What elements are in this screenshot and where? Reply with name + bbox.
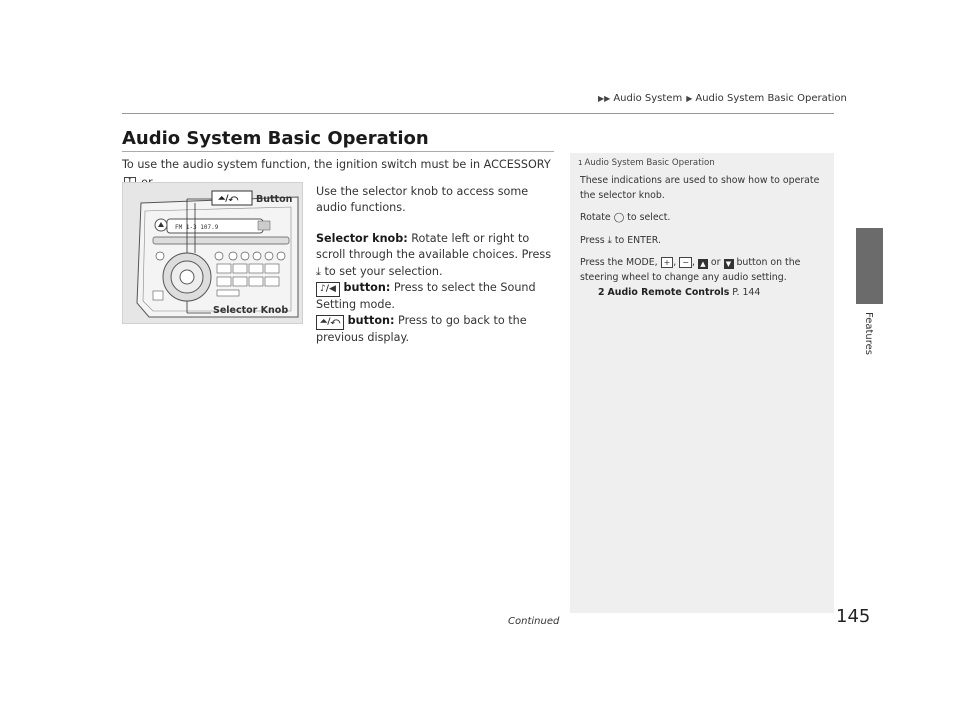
reference-arrow-icon: 2 — [598, 286, 605, 298]
breadcrumb-item-audio-system[interactable]: Audio System — [613, 93, 683, 104]
back-button-description: ⏶/⤺ button: Press to go back to the previous display. — [316, 314, 527, 345]
section-tab[interactable] — [856, 228, 883, 304]
svg-text:FM 1-3 107.9: FM 1-3 107.9 — [175, 224, 219, 231]
intro-paragraph: To use the audio system function, the ignition switch must be in ACCESSORY — [122, 156, 554, 210]
page-number: 145 — [836, 606, 871, 627]
svg-text:⏶/⤺: ⏶/⤺ — [218, 194, 239, 204]
side-note-body: These indications are used to show how to operate the selector knob. Rotate ◯ to select. Press ⤓ to ENTER. Press the MODE, + , − , ▲ or ▼ button on the steering wheel to change any audio setting. 2 Audio Remote Controls P. 144 — [580, 174, 828, 300]
note-number-icon: 1 — [578, 159, 583, 167]
arrow-icon: ▶ — [686, 94, 693, 103]
press-knob-icon: ⤓ — [607, 234, 612, 246]
sound-button-description: ♪/◀ button: Press to select the Sound Setting mode. — [316, 281, 536, 312]
instructions — [316, 184, 556, 347]
breadcrumb-item-basic-operation[interactable]: Audio System Basic Operation — [695, 93, 847, 104]
minus-button-icon: − — [679, 257, 692, 268]
title-divider — [122, 151, 554, 152]
sound-button-icon: ♪/◀ — [316, 282, 340, 297]
continued-marker: Continued — [508, 616, 560, 627]
section-label: Features — [863, 312, 874, 355]
header-divider — [122, 113, 834, 114]
instructions-intro: Use the selector knob to access some audio functions. — [316, 185, 529, 215]
down-button-icon: ▼ — [724, 259, 734, 269]
side-note-heading: 1 Audio System Basic Operation — [578, 158, 715, 168]
press-knob-icon: ⤓ — [316, 264, 321, 278]
selector-knob-callout-label: Selector Knob — [213, 305, 289, 316]
up-button-icon: ▲ — [698, 259, 708, 269]
cross-reference-link[interactable]: 2 Audio Remote Controls P. 144 — [598, 286, 761, 298]
back-button-icon: ⏶/⤺ — [316, 315, 344, 330]
rotate-knob-icon: ◯ — [613, 212, 625, 224]
breadcrumb — [598, 93, 847, 104]
audio-unit-illustration — [122, 182, 303, 324]
selector-knob-description: Selector knob: Rotate left or right to scroll through the available choices. Press ⤓ to set your selection. — [316, 231, 552, 278]
double-arrow-icon: ▶▶ — [598, 94, 611, 103]
page-title: Audio System Basic Operation — [122, 128, 429, 149]
plus-button-icon: + — [661, 257, 674, 268]
button-callout-label: Button — [256, 194, 293, 205]
